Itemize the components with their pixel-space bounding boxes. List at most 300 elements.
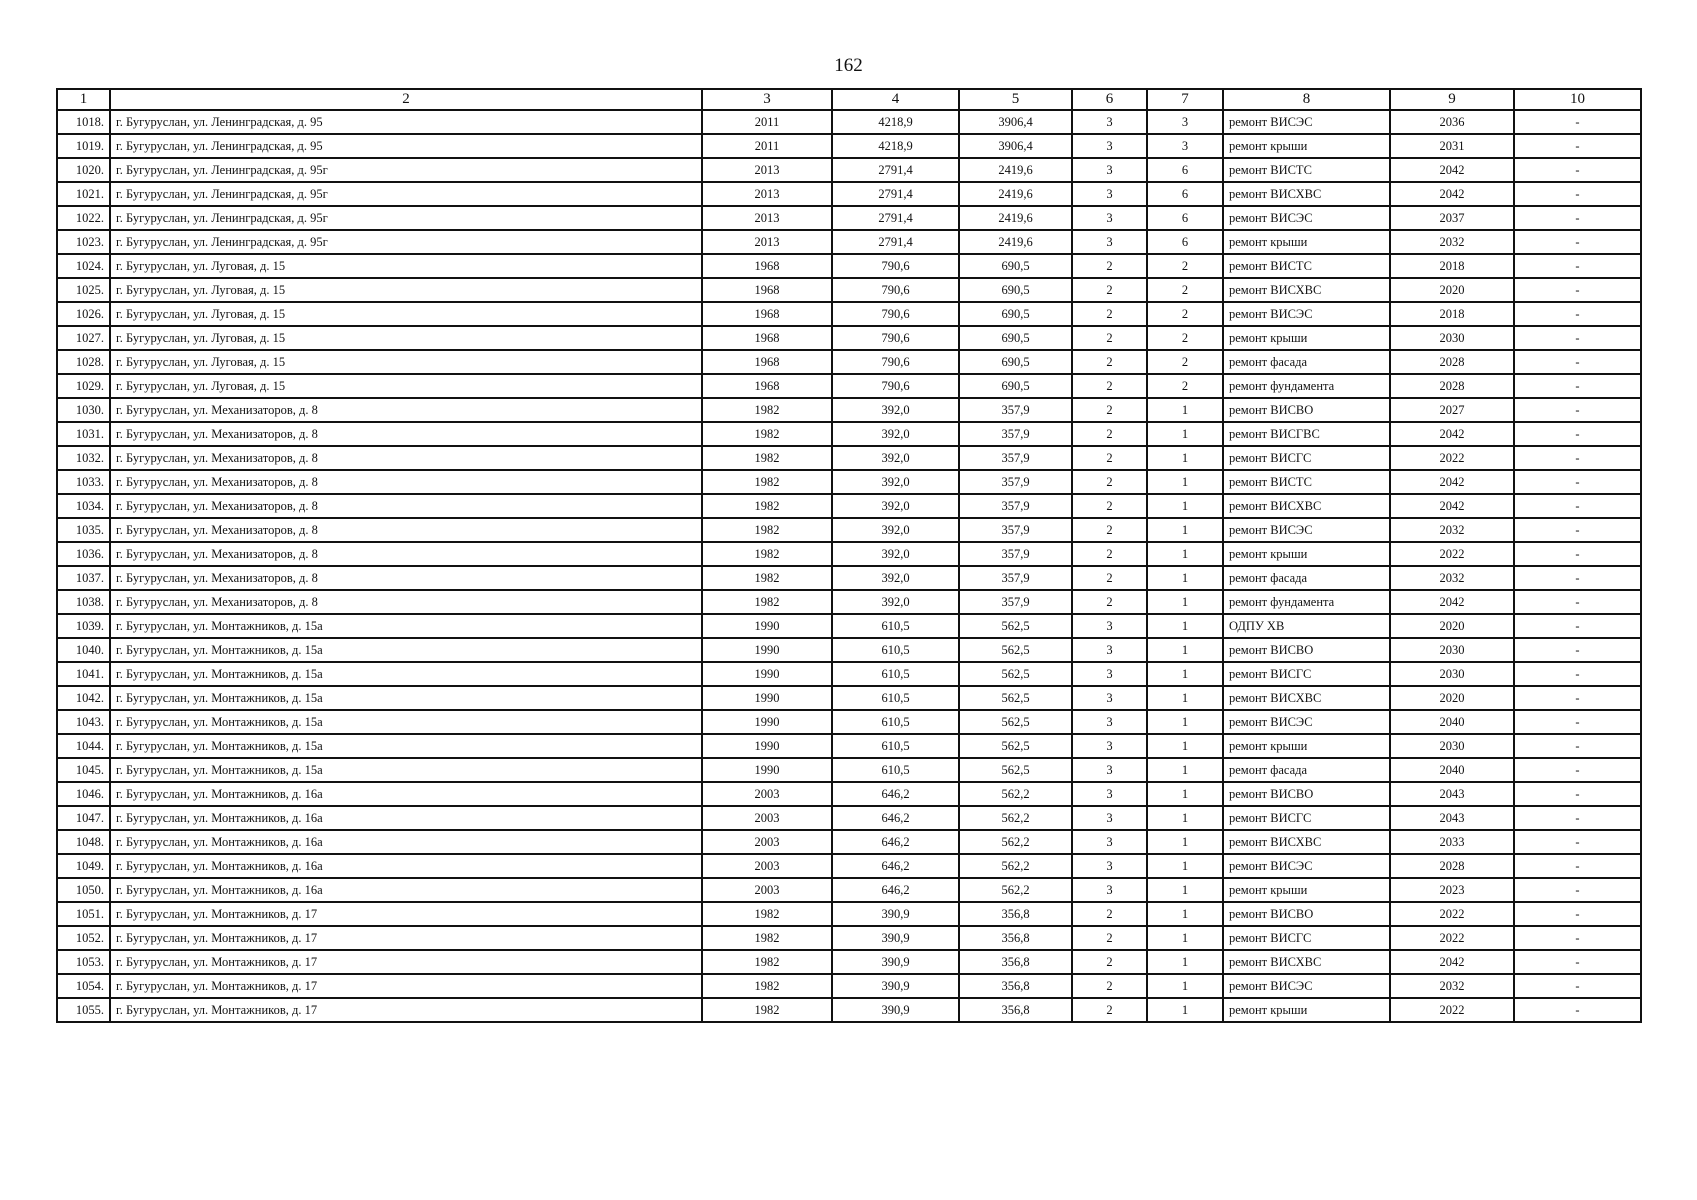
work-type-cell: ремонт ВИСХВС [1223, 182, 1390, 206]
year-built-cell: 1982 [702, 422, 832, 446]
total-area-cell: 646,2 [832, 830, 959, 854]
total-area-cell: 392,0 [832, 542, 959, 566]
floors-cell: 3 [1072, 614, 1147, 638]
work-type-cell: ремонт ВИСЭС [1223, 710, 1390, 734]
row-number-cell: 1052. [57, 926, 110, 950]
note-cell: - [1514, 158, 1641, 182]
column-header: 9 [1390, 89, 1514, 110]
total-area-cell: 392,0 [832, 518, 959, 542]
address-cell: г. Бугуруслан, ул. Ленинградская, д. 95г [110, 182, 702, 206]
table-row [57, 854, 1641, 878]
year-built-cell: 1982 [702, 998, 832, 1022]
note-cell: - [1514, 422, 1641, 446]
living-area-cell: 562,5 [959, 614, 1072, 638]
living-area-cell: 2419,6 [959, 206, 1072, 230]
table-row [57, 302, 1641, 326]
table-row [57, 614, 1641, 638]
column-header: 2 [110, 89, 702, 110]
row-number-cell: 1037. [57, 566, 110, 590]
planned-year-cell: 2030 [1390, 734, 1514, 758]
planned-year-cell: 2028 [1390, 854, 1514, 878]
entrances-cell: 1 [1147, 758, 1223, 782]
work-type-cell: ремонт крыши [1223, 326, 1390, 350]
entrances-cell: 2 [1147, 278, 1223, 302]
note-cell: - [1514, 686, 1641, 710]
address-cell: г. Бугуруслан, ул. Механизаторов, д. 8 [110, 518, 702, 542]
note-cell: - [1514, 974, 1641, 998]
living-area-cell: 690,5 [959, 302, 1072, 326]
work-type-cell: ремонт фасада [1223, 758, 1390, 782]
work-type-cell: ремонт крыши [1223, 998, 1390, 1022]
living-area-cell: 562,2 [959, 782, 1072, 806]
note-cell: - [1514, 662, 1641, 686]
living-area-cell: 690,5 [959, 374, 1072, 398]
note-cell: - [1514, 134, 1641, 158]
work-type-cell: ремонт ВИСЭС [1223, 302, 1390, 326]
planned-year-cell: 2030 [1390, 662, 1514, 686]
year-built-cell: 2003 [702, 806, 832, 830]
address-cell: г. Бугуруслан, ул. Ленинградская, д. 95г [110, 158, 702, 182]
address-cell: г. Бугуруслан, ул. Монтажников, д. 15а [110, 734, 702, 758]
table-row [57, 350, 1641, 374]
note-cell: - [1514, 470, 1641, 494]
work-type-cell: ремонт ВИСЭС [1223, 110, 1390, 134]
column-header: 6 [1072, 89, 1147, 110]
total-area-cell: 610,5 [832, 638, 959, 662]
planned-year-cell: 2036 [1390, 110, 1514, 134]
row-number-cell: 1020. [57, 158, 110, 182]
planned-year-cell: 2032 [1390, 518, 1514, 542]
year-built-cell: 1982 [702, 950, 832, 974]
year-built-cell: 1982 [702, 902, 832, 926]
total-area-cell: 392,0 [832, 398, 959, 422]
table-row [57, 998, 1641, 1022]
table-row [57, 110, 1641, 134]
table-row [57, 398, 1641, 422]
note-cell: - [1514, 614, 1641, 638]
work-type-cell: ремонт ВИСТС [1223, 254, 1390, 278]
note-cell: - [1514, 830, 1641, 854]
living-area-cell: 357,9 [959, 398, 1072, 422]
year-built-cell: 1982 [702, 542, 832, 566]
year-built-cell: 1968 [702, 254, 832, 278]
year-built-cell: 1990 [702, 662, 832, 686]
year-built-cell: 1990 [702, 686, 832, 710]
note-cell: - [1514, 230, 1641, 254]
living-area-cell: 562,5 [959, 734, 1072, 758]
living-area-cell: 562,5 [959, 686, 1072, 710]
note-cell: - [1514, 350, 1641, 374]
table-row [57, 638, 1641, 662]
note-cell: - [1514, 782, 1641, 806]
work-type-cell: ремонт ВИСГС [1223, 446, 1390, 470]
total-area-cell: 2791,4 [832, 158, 959, 182]
living-area-cell: 357,9 [959, 422, 1072, 446]
year-built-cell: 2011 [702, 110, 832, 134]
table-row [57, 782, 1641, 806]
entrances-cell: 1 [1147, 950, 1223, 974]
floors-cell: 2 [1072, 998, 1147, 1022]
planned-year-cell: 2022 [1390, 902, 1514, 926]
planned-year-cell: 2037 [1390, 206, 1514, 230]
entrances-cell: 2 [1147, 326, 1223, 350]
address-cell: г. Бугуруслан, ул. Луговая, д. 15 [110, 374, 702, 398]
living-area-cell: 562,2 [959, 854, 1072, 878]
entrances-cell: 2 [1147, 350, 1223, 374]
work-type-cell: ремонт ВИСГС [1223, 662, 1390, 686]
note-cell: - [1514, 806, 1641, 830]
table-row [57, 566, 1641, 590]
floors-cell: 2 [1072, 278, 1147, 302]
floors-cell: 2 [1072, 902, 1147, 926]
total-area-cell: 610,5 [832, 734, 959, 758]
address-cell: г. Бугуруслан, ул. Монтажников, д. 17 [110, 998, 702, 1022]
row-number-cell: 1028. [57, 350, 110, 374]
work-type-cell: ремонт крыши [1223, 734, 1390, 758]
total-area-cell: 392,0 [832, 422, 959, 446]
year-built-cell: 2003 [702, 854, 832, 878]
living-area-cell: 356,8 [959, 974, 1072, 998]
address-cell: г. Бугуруслан, ул. Монтажников, д. 16а [110, 782, 702, 806]
row-number-cell: 1043. [57, 710, 110, 734]
entrances-cell: 1 [1147, 638, 1223, 662]
work-type-cell: ремонт фундамента [1223, 590, 1390, 614]
table-row [57, 542, 1641, 566]
note-cell: - [1514, 110, 1641, 134]
year-built-cell: 1968 [702, 326, 832, 350]
row-number-cell: 1036. [57, 542, 110, 566]
year-built-cell: 1990 [702, 638, 832, 662]
floors-cell: 2 [1072, 566, 1147, 590]
floors-cell: 2 [1072, 446, 1147, 470]
row-number-cell: 1035. [57, 518, 110, 542]
planned-year-cell: 2030 [1390, 326, 1514, 350]
row-number-cell: 1029. [57, 374, 110, 398]
entrances-cell: 1 [1147, 998, 1223, 1022]
total-area-cell: 392,0 [832, 566, 959, 590]
address-cell: г. Бугуруслан, ул. Монтажников, д. 17 [110, 902, 702, 926]
total-area-cell: 2791,4 [832, 230, 959, 254]
year-built-cell: 1990 [702, 614, 832, 638]
note-cell: - [1514, 758, 1641, 782]
total-area-cell: 790,6 [832, 278, 959, 302]
address-cell: г. Бугуруслан, ул. Ленинградская, д. 95 [110, 134, 702, 158]
entrances-cell: 1 [1147, 470, 1223, 494]
total-area-cell: 392,0 [832, 590, 959, 614]
table-row [57, 902, 1641, 926]
row-number-cell: 1046. [57, 782, 110, 806]
table-row [57, 230, 1641, 254]
address-cell: г. Бугуруслан, ул. Луговая, д. 15 [110, 302, 702, 326]
address-cell: г. Бугуруслан, ул. Монтажников, д. 17 [110, 926, 702, 950]
address-cell: г. Бугуруслан, ул. Ленинградская, д. 95г [110, 230, 702, 254]
address-cell: г. Бугуруслан, ул. Луговая, д. 15 [110, 326, 702, 350]
entrances-cell: 2 [1147, 302, 1223, 326]
page-number: 162 [834, 55, 863, 76]
address-cell: г. Бугуруслан, ул. Монтажников, д. 16а [110, 806, 702, 830]
planned-year-cell: 2020 [1390, 614, 1514, 638]
address-cell: г. Бугуруслан, ул. Механизаторов, д. 8 [110, 590, 702, 614]
total-area-cell: 790,6 [832, 254, 959, 278]
address-cell: г. Бугуруслан, ул. Луговая, д. 15 [110, 350, 702, 374]
floors-cell: 2 [1072, 326, 1147, 350]
floors-cell: 3 [1072, 662, 1147, 686]
entrances-cell: 1 [1147, 734, 1223, 758]
planned-year-cell: 2033 [1390, 830, 1514, 854]
note-cell: - [1514, 254, 1641, 278]
address-cell: г. Бугуруслан, ул. Монтажников, д. 16а [110, 830, 702, 854]
note-cell: - [1514, 278, 1641, 302]
living-area-cell: 357,9 [959, 494, 1072, 518]
living-area-cell: 690,5 [959, 254, 1072, 278]
planned-year-cell: 2022 [1390, 446, 1514, 470]
row-number-cell: 1040. [57, 638, 110, 662]
planned-year-cell: 2032 [1390, 230, 1514, 254]
table-row [57, 470, 1641, 494]
floors-cell: 2 [1072, 950, 1147, 974]
entrances-cell: 1 [1147, 926, 1223, 950]
address-cell: г. Бугуруслан, ул. Механизаторов, д. 8 [110, 446, 702, 470]
repair-schedule-table [56, 88, 1642, 1023]
entrances-cell: 1 [1147, 422, 1223, 446]
planned-year-cell: 2020 [1390, 278, 1514, 302]
work-type-cell: ремонт ВИСЭС [1223, 854, 1390, 878]
floors-cell: 3 [1072, 830, 1147, 854]
table-row [57, 758, 1641, 782]
total-area-cell: 390,9 [832, 974, 959, 998]
year-built-cell: 2013 [702, 206, 832, 230]
row-number-cell: 1023. [57, 230, 110, 254]
work-type-cell: ремонт крыши [1223, 542, 1390, 566]
planned-year-cell: 2022 [1390, 926, 1514, 950]
table-row [57, 422, 1641, 446]
floors-cell: 2 [1072, 254, 1147, 278]
note-cell: - [1514, 182, 1641, 206]
address-cell: г. Бугуруслан, ул. Механизаторов, д. 8 [110, 494, 702, 518]
year-built-cell: 2003 [702, 830, 832, 854]
row-number-cell: 1022. [57, 206, 110, 230]
table-row [57, 254, 1641, 278]
row-number-cell: 1054. [57, 974, 110, 998]
table-row [57, 974, 1641, 998]
planned-year-cell: 2028 [1390, 374, 1514, 398]
living-area-cell: 690,5 [959, 278, 1072, 302]
floors-cell: 3 [1072, 110, 1147, 134]
address-cell: г. Бугуруслан, ул. Монтажников, д. 15а [110, 662, 702, 686]
total-area-cell: 646,2 [832, 854, 959, 878]
floors-cell: 3 [1072, 686, 1147, 710]
note-cell: - [1514, 326, 1641, 350]
total-area-cell: 610,5 [832, 710, 959, 734]
total-area-cell: 2791,4 [832, 182, 959, 206]
table-body [57, 110, 1641, 1022]
planned-year-cell: 2030 [1390, 638, 1514, 662]
address-cell: г. Бугуруслан, ул. Монтажников, д. 15а [110, 614, 702, 638]
note-cell: - [1514, 302, 1641, 326]
column-header: 7 [1147, 89, 1223, 110]
row-number-cell: 1038. [57, 590, 110, 614]
planned-year-cell: 2040 [1390, 758, 1514, 782]
table-row [57, 326, 1641, 350]
total-area-cell: 646,2 [832, 782, 959, 806]
living-area-cell: 2419,6 [959, 182, 1072, 206]
table-row [57, 950, 1641, 974]
address-cell: г. Бугуруслан, ул. Механизаторов, д. 8 [110, 566, 702, 590]
total-area-cell: 610,5 [832, 614, 959, 638]
work-type-cell: ремонт крыши [1223, 134, 1390, 158]
planned-year-cell: 2022 [1390, 542, 1514, 566]
entrances-cell: 1 [1147, 494, 1223, 518]
total-area-cell: 4218,9 [832, 110, 959, 134]
total-area-cell: 390,9 [832, 902, 959, 926]
floors-cell: 3 [1072, 782, 1147, 806]
living-area-cell: 562,2 [959, 806, 1072, 830]
year-built-cell: 2003 [702, 878, 832, 902]
address-cell: г. Бугуруслан, ул. Механизаторов, д. 8 [110, 398, 702, 422]
floors-cell: 2 [1072, 542, 1147, 566]
work-type-cell: ремонт фасада [1223, 350, 1390, 374]
year-built-cell: 1982 [702, 518, 832, 542]
table-row [57, 926, 1641, 950]
living-area-cell: 562,5 [959, 662, 1072, 686]
total-area-cell: 392,0 [832, 446, 959, 470]
floors-cell: 2 [1072, 422, 1147, 446]
planned-year-cell: 2023 [1390, 878, 1514, 902]
total-area-cell: 610,5 [832, 758, 959, 782]
planned-year-cell: 2027 [1390, 398, 1514, 422]
table-row [57, 374, 1641, 398]
living-area-cell: 562,5 [959, 638, 1072, 662]
work-type-cell: ремонт ВИСТС [1223, 158, 1390, 182]
row-number-cell: 1051. [57, 902, 110, 926]
floors-cell: 3 [1072, 638, 1147, 662]
planned-year-cell: 2042 [1390, 422, 1514, 446]
total-area-cell: 790,6 [832, 326, 959, 350]
table-row [57, 662, 1641, 686]
work-type-cell: ремонт ВИСХВС [1223, 686, 1390, 710]
entrances-cell: 1 [1147, 566, 1223, 590]
work-type-cell: ремонт ВИСВО [1223, 782, 1390, 806]
planned-year-cell: 2043 [1390, 782, 1514, 806]
total-area-cell: 790,6 [832, 350, 959, 374]
floors-cell: 3 [1072, 878, 1147, 902]
living-area-cell: 357,9 [959, 446, 1072, 470]
planned-year-cell: 2042 [1390, 182, 1514, 206]
year-built-cell: 1982 [702, 590, 832, 614]
entrances-cell: 6 [1147, 206, 1223, 230]
year-built-cell: 1982 [702, 494, 832, 518]
row-number-cell: 1030. [57, 398, 110, 422]
row-number-cell: 1049. [57, 854, 110, 878]
planned-year-cell: 2018 [1390, 254, 1514, 278]
living-area-cell: 3906,4 [959, 110, 1072, 134]
living-area-cell: 690,5 [959, 326, 1072, 350]
total-area-cell: 790,6 [832, 302, 959, 326]
work-type-cell: ОДПУ ХВ [1223, 614, 1390, 638]
table-row [57, 830, 1641, 854]
work-type-cell: ремонт ВИСТС [1223, 470, 1390, 494]
row-number-cell: 1026. [57, 302, 110, 326]
address-cell: г. Бугуруслан, ул. Монтажников, д. 15а [110, 686, 702, 710]
total-area-cell: 390,9 [832, 998, 959, 1022]
living-area-cell: 356,8 [959, 998, 1072, 1022]
row-number-cell: 1021. [57, 182, 110, 206]
year-built-cell: 2011 [702, 134, 832, 158]
living-area-cell: 356,8 [959, 926, 1072, 950]
total-area-cell: 390,9 [832, 950, 959, 974]
row-number-cell: 1050. [57, 878, 110, 902]
table-row [57, 494, 1641, 518]
floors-cell: 3 [1072, 854, 1147, 878]
floors-cell: 3 [1072, 134, 1147, 158]
entrances-cell: 1 [1147, 590, 1223, 614]
year-built-cell: 1982 [702, 974, 832, 998]
floors-cell: 2 [1072, 470, 1147, 494]
living-area-cell: 357,9 [959, 542, 1072, 566]
address-cell: г. Бугуруслан, ул. Монтажников, д. 16а [110, 854, 702, 878]
entrances-cell: 1 [1147, 974, 1223, 998]
work-type-cell: ремонт ВИСВО [1223, 902, 1390, 926]
work-type-cell: ремонт ВИСХВС [1223, 494, 1390, 518]
planned-year-cell: 2040 [1390, 710, 1514, 734]
living-area-cell: 2419,6 [959, 230, 1072, 254]
note-cell: - [1514, 206, 1641, 230]
planned-year-cell: 2020 [1390, 686, 1514, 710]
year-built-cell: 1968 [702, 302, 832, 326]
table-row [57, 446, 1641, 470]
planned-year-cell: 2042 [1390, 590, 1514, 614]
floors-cell: 2 [1072, 518, 1147, 542]
work-type-cell: ремонт ВИСГВС [1223, 422, 1390, 446]
floors-cell: 3 [1072, 734, 1147, 758]
table-row [57, 686, 1641, 710]
planned-year-cell: 2042 [1390, 470, 1514, 494]
year-built-cell: 1968 [702, 374, 832, 398]
floors-cell: 3 [1072, 758, 1147, 782]
year-built-cell: 2013 [702, 158, 832, 182]
address-cell: г. Бугуруслан, ул. Монтажников, д. 17 [110, 950, 702, 974]
living-area-cell: 690,5 [959, 350, 1072, 374]
note-cell: - [1514, 446, 1641, 470]
row-number-cell: 1047. [57, 806, 110, 830]
living-area-cell: 562,5 [959, 758, 1072, 782]
entrances-cell: 1 [1147, 710, 1223, 734]
floors-cell: 3 [1072, 182, 1147, 206]
address-cell: г. Бугуруслан, ул. Механизаторов, д. 8 [110, 470, 702, 494]
row-number-cell: 1018. [57, 110, 110, 134]
column-header: 8 [1223, 89, 1390, 110]
work-type-cell: ремонт ВИСХВС [1223, 830, 1390, 854]
table-row [57, 806, 1641, 830]
row-number-cell: 1025. [57, 278, 110, 302]
note-cell: - [1514, 542, 1641, 566]
table-row [57, 158, 1641, 182]
floors-cell: 2 [1072, 302, 1147, 326]
note-cell: - [1514, 518, 1641, 542]
entrances-cell: 1 [1147, 518, 1223, 542]
column-header: 10 [1514, 89, 1641, 110]
floors-cell: 2 [1072, 350, 1147, 374]
total-area-cell: 646,2 [832, 806, 959, 830]
note-cell: - [1514, 398, 1641, 422]
row-number-cell: 1048. [57, 830, 110, 854]
entrances-cell: 1 [1147, 830, 1223, 854]
floors-cell: 2 [1072, 374, 1147, 398]
entrances-cell: 1 [1147, 902, 1223, 926]
row-number-cell: 1041. [57, 662, 110, 686]
table-row [57, 878, 1641, 902]
living-area-cell: 356,8 [959, 950, 1072, 974]
